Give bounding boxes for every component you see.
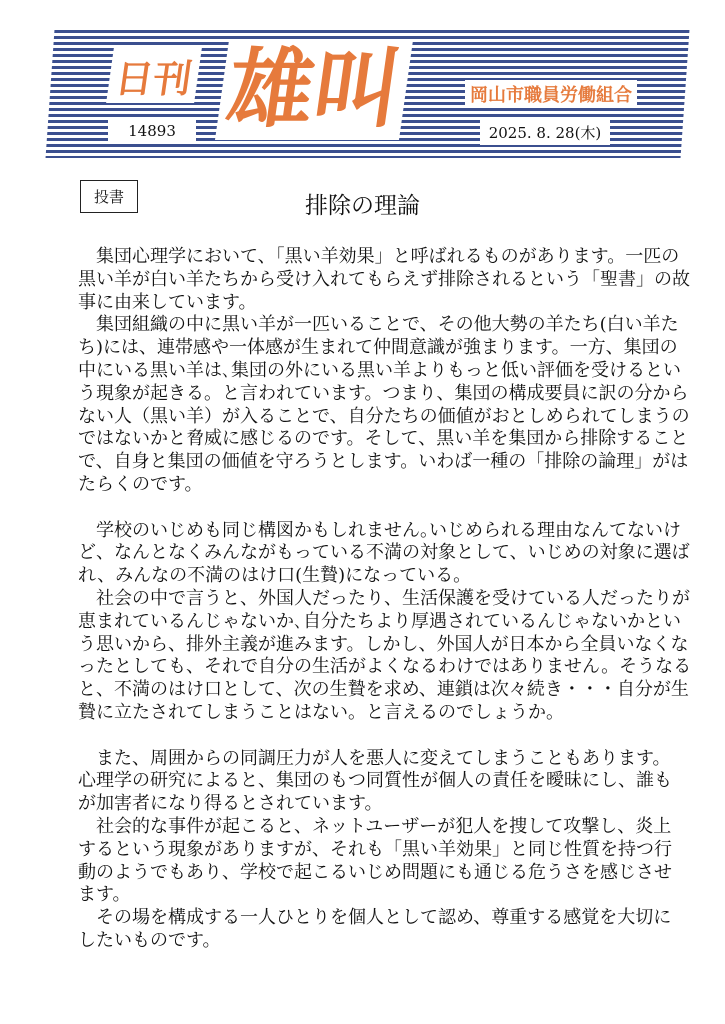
text-line: ち)には、連帯感や一体感が生まれて仲間意識が強まります。一方、集団の [78, 337, 678, 359]
text-line: れ、みんなの不満のはけ口(生贄)になっている。 [78, 565, 472, 587]
article-body [78, 246, 692, 953]
text-line: 黒い羊が白い羊たちから受け入れてもらえず排除されるという「聖書」の故 [78, 268, 690, 290]
text-line: また、周囲からの同調圧力が人を悪人に変えてしまうこともあります。 [78, 747, 671, 769]
text-line: 社会の中で言うと、外国人だったり、生活保護を受けている人だったりが [78, 587, 690, 609]
brand-otakebi-logo: 雄叫 [215, 40, 413, 140]
text-line: 学校のいじめも同じ構図かもしれません｡いじめられる理由なんてないけ [78, 519, 681, 541]
brand-nikkan: 日刊 [106, 48, 202, 103]
text-line: 事に由来しています。 [78, 291, 257, 313]
article-title: 排除の理論 [305, 193, 420, 219]
text-line: ではないかと脅威に感じるのです。そして、黒い羊を集団から排除すること [78, 428, 689, 450]
text-line: と、不満のはけ口として、次の生贄を求め、連鎖は次々続き・・・自分が生 [78, 679, 689, 701]
text-line: 動のようでもあり、学校で起こるいじめ問題にも通じる危うさを感じさせ [78, 861, 672, 883]
paragraph-gap [78, 497, 678, 520]
text-line: したいものです。 [78, 929, 221, 951]
issue-number: 14893 [108, 120, 196, 142]
text-line: 社会的な事件が起こると、ネットユーザーが犯人を捜して攻撃し、炎上 [78, 815, 672, 837]
text-line: たらくのです。 [78, 473, 203, 495]
text-line: ます。 [78, 884, 131, 906]
text-line: 集団心理学において、「黒い羊効果」と呼ばれるものがあります。一匹の [78, 246, 680, 267]
text-line: 中にいる黒い羊は､集団の外にいる黒い羊よりもっと低い評価を受けるとい [78, 359, 681, 381]
text-line: その場を構成する一人ひとりを個人として認め、尊重する感覚を大切に [78, 907, 672, 929]
text-line: で、自身と集団の価値を守ろうとします。いわば一種の「排除の論理」がは [78, 451, 689, 473]
text-line: 恵まれているんじゃないか､自分たちより厚遇されているんじゃないかとい [78, 610, 681, 632]
text-line: ない人（黒い羊）が入ることで、自分たちの価値がおとしめられてしまうの [78, 405, 690, 427]
organization-name: 岡山市職員労働組合 [465, 80, 637, 108]
category-label: 投書 [80, 180, 138, 213]
text-line: う思いから、排外主義が進みます。しかし、外国人が日本から全員いなくな [78, 633, 689, 655]
text-line: が加害者になり得るとされています。 [78, 793, 383, 815]
text-line: ったとしても、それで自分の生活がよくなるわけではありません。そうなる [78, 656, 692, 678]
text-line: 贄に立たされてしまうことはない。と言えるのでしょうか。 [78, 701, 564, 723]
issue-date: 2025. 8. 28(木) [480, 120, 610, 145]
text-line: するという現象がありますが、それも「黒い羊効果」と同じ性質を持つ行 [78, 838, 672, 860]
text-line: 心理学の研究によると、集団のもつ同質性が個人の責任を曖昧にし、誰も [78, 770, 672, 792]
text-line: う現象が起きる。と言われています。つまり、集団の構成要員に訳の分から [78, 382, 689, 404]
paragraph-gap [78, 725, 678, 748]
text-line: ど、なんとなくみんながもっている不満の対象として、いじめの対象に選ば [78, 542, 690, 564]
text-line: 集団組織の中に黒い羊が一匹いることで、その他大勢の羊たち(白い羊た [78, 314, 679, 336]
